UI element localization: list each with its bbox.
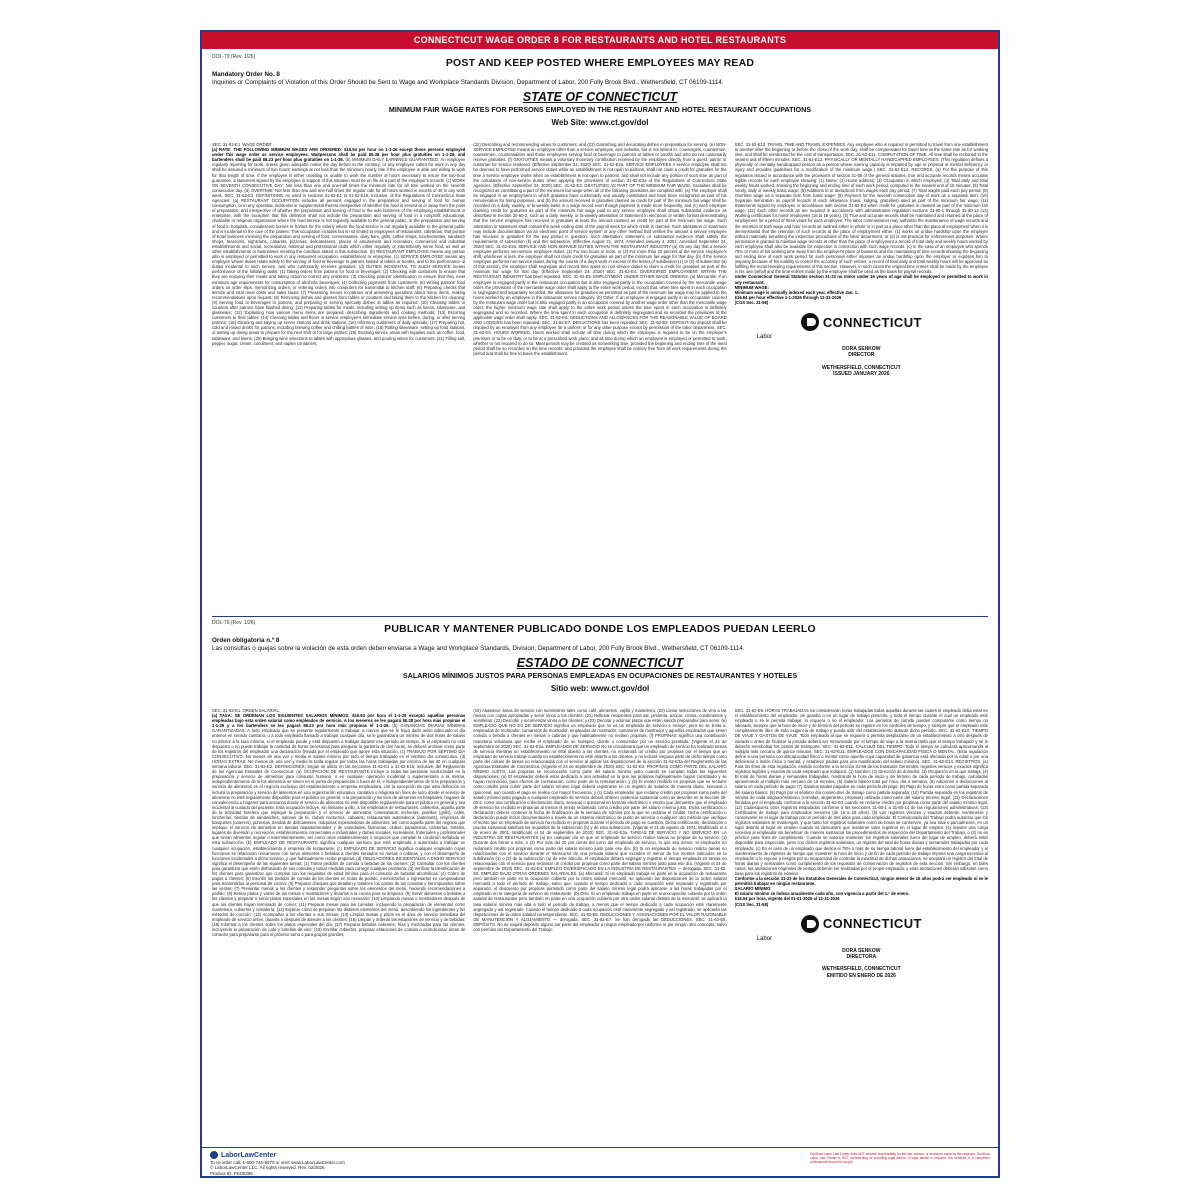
min-wage-rate: $16.94 per hour effective 1-1-2026 through 12-31-2026: [734, 294, 842, 300]
logo-sub: Labor: [756, 935, 773, 942]
age-note: Conforme a la sección 31-23 de los Estatutos Generales de Connecticut, ningún menor de 16 años podrá ser empleado ni se le permitirá trabajar en ningún restaurante.: [734, 876, 988, 887]
col2-text: (22) Describing and recommending wines to customers; and (23) Garnishing and decorating dishes in preparation for serving. (e) NON-SERVICE EMPLOYEE means an employee other than a service employee, and includes, but is not limited to, countergirls, countermen, countermen, counterwaiters and those employees serving food or beverage to patrons at tables or booths and who do not customarily receive gratuities. (f) GRATUITIES means a voluntary monetary contribution received by the employee directly from a guest, patron or customer for service rendered. (Effective September 24, 2020) SEC. 31-62-E2a. SERVICE EMPLOYEES A service employee shall not be deemed to have performed service duties while an establishment is not open to patrons, shall not claim a credit for gratuities for the time a service employee works when an establishment is not open to patrons, and shall not include any portion of such time as part of the calculation of non-service duties when applying the provisions of section 31-62-E3a of the Regulations of Connecticut State Agencies. (Effective September 24, 2020) SEC. 31-62-E3. GRATUITIES AS PART OF THE MINIMUM FAIR WAGE. Gratuities shall be recognized as constituting a part of the minimum fair wage when all of the following provisions are complied with: (a) The employer shall be engaged in an employment in which gratuities have customarily and usually constituted and have been recognized as part of his remuneration for hiring purposes, and (b) the amount received in gratuities claimed as credit for part of the minimum fair wage shall be recorded on a daily, weekly, or bi-weekly basis in a wage record even though payment is made more frequently, and (c) each employer claiming credit for gratuities as part of the minimum fair wage paid to any service employee shall obtain substantial evidence as described in Section 30-60-2, such as a daily, weekly, or bi-weekly attestation or statement in electronic or written format demonstrating that the service employee has received in gratuities at least the amount claimed as credit for part of the minimum fair wage. Such attestation or statement shall contain the week ending date of the payroll week for which credit is claimed. Such attestation or statement may include documentation via an electronic point of service system or any other method that verifies the amount a service employee has received in gratuities for the pay period in question. Such attestation, statement, or substantial evidence shall satisfy the requirements of subsection (b) and this subsection. (Effective August 21, 1974; Amended January 4, 2001; Amended September 24, 2020) SEC. 31-62-E3a. SERVICE AND NON-SERVICE DUTIES WITHIN THE RESTAURANT INDUSTRY (a) On any day that a service employee performs non-service employee duties: (1) For two hours or more, or (2) For more than 20 percent of the service employee's shift, whichever is less, the employer shall not claim credit for gratuities as part of the minimum fair wage for that day. (b) If the service employee performs non-service duties during the course of a day's work in excess of the lesser of subdivision (1) or (2) of subsection (a) of this section, the employer shall segregate and record time spent on non-service duties to claim a credit for gratuities as part of the minimum fair wage for that day. (Effective September 24, 2020) SEC. 31-62-E4. DIVERSIFIED EMPLOYMENT WITHIN THE RESTAURANT INDUSTRY has been repealed. SEC. 31-62-E5. EMPLOYMENT UNDER OTHER WAGE ORDERS. (a) Mercantile: If an employee is engaged partly in the restaurant occupation but is also engaged partly in the occupation covered by the mercantile wage order, the provisions of the mercantile wage order shall apply to the entire work period, except that, when time spent in each occupation is segregated and separately recorded, the allowance for gratuities as permitted as part of the minimum fair wage may be applied to the hours worked by an employee in the restaurant service category. (b) Other: If an employee is engaged partly in an occupation covered by the restaurant wage order but is also engaged partly in an occupation covered by another wage order other than the mercantile wage order, the higher minimum wage rate shall apply to the entire work period unless the time spent in each occupation is definitely segregated and so recorded. Where the time spent in each occupation is definitely segregated and so recorded the provisions of the applicable wage order shall apply. SEC. 31-62-E6. DEDUCTIONS AND ALLOWANCES FOR THE REASONABLE VALUE OF BOARD AND LODGING has been repealed. SEC. 31-62-E7. DEDUCTIONS has been repealed. SEC. 31-62-E8. DEPOSIT. No deposit shall be required by an employer from any employee for a uniform or for any other purpose except by permission of the labor department. SEC. 31-62-E9. HOURS WORKED. Hours worked shall include all time during which the employee is required to be on the employer's premises or to be on duty, or to be at a prescribed work place, and all time during which an employee is employed or permitted to work, whether or not required to do so. Meal periods may be credited as nonworking time, provided the beginning and ending time of the meal period shall be so recorded on the time records, and provided the employee shall be entirely free from all work requirements during the period and shall be free to leave the establishment.: [473, 142, 727, 356]
product-id: Product ID: FED0395: [210, 1170, 253, 1176]
min-wage-text: El salario mínimo se indexa anualmente cada año, con vigencia a partir del 1.º de enero.: [734, 891, 910, 897]
min-wage-rate: $16.94 por hora, vigente del 01-01-2026 al 12-31-2026: [734, 896, 840, 902]
poster-banner: CONNECTICUT WAGE ORDER 8 FOR RESTAURANTS AND HOTEL RESTAURANTS: [202, 32, 998, 49]
order-info: [212, 637, 988, 653]
llc-logo-icon: [210, 1151, 218, 1159]
col3-text: SEC. 31-62-E10. TRAVEL TIME AND TRAVEL EXPENSES. Any employee who is required or permitted to travel from one establishment to another after the beginning or before the close of the work day, shall be compensated for travel time at the same rate as for working time, and shall be reimbursed for the cost of transportation. SEC. 31-62-E11. COMPUTATION OF TIME. All time shall be reckoned to the nearest unit of fifteen minutes. SEC. 31-62-E12. PHYSICALLY OR MENTALLY HANDICAPPED EMPLOYEES. (This regulation defines a physically or mentally handicapped person as a person whose earning capacity is impaired by age or physical or mental deficiency or injury and provides guidelines for a modification of the minimum wage.) SEC. 31-62-E14. RECORDS. (a) For the purpose of this regulation issued in accordance with the provisions of section 31-66 of the general statutes, true and accurate records means accurate legible records for each employee showing: (1) Name; (2) Home address; (3) Occupation in which employed; (4) Total daily and total weekly hours worked, showing the beginning and ending time of each work period, computed to the nearest unit of 15 minutes; (5) Total hourly, daily or weekly basic wage; (6) Additions to or deductions from wages each pay period; (7) Total wages paid each pay period; (8) Overtime wage as a separate item from basic wage; (9) Payment for the seventh consecutive day of work as a separate item; (10) Separate itemization on payroll records of each allowance (meal, lodging, gratuities) used as part of the minimum fair wage; (11) Statements signed by employee in accordance with section 31-62-E3 when credit for gratuities is claimed as part of the minimum fair wage; (12) Such other records as are required in accordance with administrative regulation sections 31-60-1 through 31-60-14 (13) Working certificates for minor employees (16 to 18 years). (b) True and accurate records shall be maintained and retained at the place of employment for a period of three years for each employee. The labor commissioner may authorize the maintenance of wage records and the retention of both wage and hour records as outlined either in whole or in part at a place other than the place of employment when it is demonstrated that the retention of such records at the place of employment either: (1) works an undue hardship upon the employer without materially benefiting the inspection procedures of the labor department, or (2) is not practical for enforcement purposes. Where permission is granted to maintain wage records at other than the place of employment a record of total daily and weekly hours worked by each employee shall also be available for inspection in connection with such wage records. (c) In the case of an employee who spends 75% or more of his working time away from the employer's place of business and the maintaining of time records showing the beginning and ending time of each work period for such personnel either imposes an undue hardship upon the employer or exposes him to jeopardy because of his inability to control the accuracy of such entries, a record of total daily and total weekly hours will be approved as fulfilling the record-keeping requirements of this section. However, in such cases the original time entries shall be made by the employee in his own behalf and the time entries made by the employee shall be used as the basis for payroll records.: [734, 142, 988, 275]
state-title: ESTADO DE CONNECTICUT: [516, 656, 684, 670]
order-info: [212, 71, 988, 87]
logo-text: CONNECTICUT: [822, 314, 922, 330]
column-2: [473, 142, 726, 378]
col1-head: SEC. 31-62-E1. WAGE ORDER:: [212, 142, 273, 147]
footer: [202, 1147, 998, 1176]
copyright-text: © LaborLawCenter LLC. All rights reserved. Rev. 02/2026: [210, 1165, 325, 1171]
text-columns: [212, 142, 988, 378]
section-divider: [212, 616, 988, 617]
director-name: DORA SENKOW: [842, 346, 881, 352]
footer-left: [210, 1151, 345, 1176]
english-section: [212, 54, 988, 614]
age-note: Under Connecticut General Statutes section 31-23 no minor under 16 years of age shall be employed or permitted to work in any restaurant.: [734, 274, 988, 285]
col1-text: (b) GANANCIAS DIARIAS MÍNIMAS GARANTIZADAS: A todo empleado que se presente regularmente a trabajar, a menos que se le haya dado aviso adecuado el día anterior en sentido contrario, o a todo empleado llamado a trabajar cualquier día, se le garantizará un mínimo de dos horas de salario no inferior a la tasa mínima, si el empleado puede y está dispuesto a trabajar durante ese período de tiempo. Si el empleado no está dispuesto o no puede trabajar la cantidad de horas necesarias para asegurar la garantía de dos horas, se deberá archivar como parte de los registros del empleador una declaración firmada por el empleado que apoye esta situación. (c) TRABAJO POR SÉPTIMO DÍA CONSECUTIVO: No menos de una vez y media el salario mínimo por todo el tiempo trabajado en el séptimo día consecutivo. (d) HORAS EXTRAS: No menos de una vez y media la tarifa regular por todas las horas trabajadas por encima de las 40 en cualquier semana laboral. SEC. 31-62-E2. DEFINICIONES: Según se utiliza en las secciones 31-62-E1 a 31-62-E15, inclusive, del Reglamento de las Agencias Estatales de Connecticut: (a) OCUPACIÓN DE RESTAURANTE incluye a todas las personas involucradas en la preparación y servicio de alimentos para consumo humano, o en cualquier operación incidental o suplementaria a la misma, independientemente de si los alimentos se sirven en el punto de preparación o fuera de él, e independientemente de si la preparación y servicio de alimentos es el negocio exclusivo del establecimiento o empresa empleadora, con la excepción de que esta definición no incluirá la preparación y servicio de alimentos en una organización educativa, caritativa o religiosa sin fines de lucro donde el servicio de alimentos no esté regularmente disponible para el público en general, o la preparación y servicio de alimentos en hospitales, hogares de convalecencia u hogares para ancianos donde el servicio de alimentos no esté disponible regularmente para el público en general y sea incidental al cuidado del paciente. Esta ocupación incluye, sin limitarse a ello, a los empleados de restaurantes, cafeterías, aquella parte de la actividad hotelera que implique la preparación y el servicio de alimentos, comisariatos, lecherías, parrillas (grills), cafés, loncherías, tiendas de sándwiches, salones de té, clubes nocturnos, cabarets, restaurantes automáticos (automats), empresas de banquetes (caterers), pizzerías, tiendas de delicatessen, máquinas expendedoras de alimentos, así como aquella parte del negocio que implique el servicio de alimentos en tiendas departamentales y de variedades, farmacias, clubes, panaderías, cafeterías, hoteles, lugares de diversión y recreación, establecimientos comerciales e industriales y clubes sociales, recreativos, fraternales y profesionales que sirvan alimentos regular o intermitentemente, así como otros establecimientos o negocios que cumplan la condición señalada en esta subsección. (b) EMPLEADO DE RESTAURANTE significa cualquier persona que esté empleada o autorizada a trabajar en cualquier ocupación, establecimiento o empresa de restaurante. (c) EMPLEADO DE SERVICIO significa cualquier empleado cuyas funciones se relacionan únicamente con servir alimentos o bebidas a clientes sentados en mesas o cabinas, y con el desempeño de funciones incidentales a dicho servicio, y que habitualmente recibe propinas. (d) OBLIGACIONES INCIDENTALES A DICHO SERVICIO significa el desempeño de las siguientes tareas: (1) Tomar pedidos de comida o bebidas de los clientes; (2) Consultar con los clientes para garantizar que estén disfrutando de sus comidas y tomar medidas para corregir cualquier problema; (3) Verificar la identificación de los clientes para garantizar que cumplan con los requisitos de edad mínima para el consumo de bebidas alcohólicas; (4) Cobro de pagos a clientes; (5) Escribir los pedidos de comida de los clientes en notas de pedido, memorizarlos o ingresarlos en computadoras para transmitirlos al personal de cocina; (6) Preparar cheques que detallen y totalicen los costos de las comidas y los impuestos sobre las ventas; (7) Presentar menús a los clientes y responder preguntas sobre los elementos del menú, haciendo recomendaciones a pedido; (8) Retirar platos y vasos de las mesas o mostradores y llevarlos a la cocina para su limpieza; (9) Servir alimentos o bebidas a los clientes y preparar o servir platos especiales en las mesas según sea necesario; (10) Limpiando mesas o mostradores después de que los clientes hayan terminado de comer; (11) Preparar mesas para las comidas, incluyendo la preparación de elementos como mantelería, cubiertos y cristalería; (12) Explicar cómo se preparan los distintos elementos del menú, describiendo los ingredientes y los métodos de cocción; (13) Acompañar a los clientes a sus mesas; (14) Limpiar mesas y pisos en el área de servicio inmediata del empleado de servicio antes, durante o después de atender a los clientes; (15) Limpiar y ordenar las estaciones de servicio y de bebidas; (16) Informar a los clientes sobre los platos especiales del día; (17) Preparar bebidas calientes, frías y mezcladas para los clientes, incluyendo la preparación de café y botellas de vino; (18) Enrollar cubiertos, preparar estaciones de comida o acondicionar áreas de comedor para prepararse para el próximo turno o para grupos grandes;: [212, 723, 466, 938]
dol-code: DOL-79 (Rev. 1/26): [212, 54, 256, 60]
min-wage-text: Minimum wage is annually indexed each year, effective Jan. 1.: [734, 289, 859, 295]
disclaimer: GovDocs Labor Law Center does NOT assume responsibility for the use, actions, or decisions made by the employer. GovDocs Labor Law Center is NOT representing or providing legal advice. If legal advice is required, the services of a competent professional should be sought.: [810, 1152, 990, 1164]
reorder-text: To re-order call: 1-800-745-9970 or visit: www.LaborLawCenter.com: [210, 1160, 345, 1165]
column-3: [735, 142, 988, 378]
order-label: Mandatory Order No. 8: [212, 71, 280, 78]
issued-date: ISSUED JANUARY 2026: [833, 371, 890, 378]
text-columns: [212, 708, 988, 979]
director-block: [735, 346, 988, 359]
state-title: STATE OF CONNECTICUT: [522, 90, 678, 104]
director-title: DIRECTORA: [846, 954, 877, 961]
min-wage-label: MINIMUM WAGE:: [734, 284, 769, 290]
website: Sitio web: www.ct.gov/dol: [550, 684, 650, 693]
col3-text: SEC. 31-62-E9. HORAS TRABAJADAS Se considerarán horas trabajadas todas aquellas durante las cuales el empleado deba estar en el establecimiento del empleador, de guardia o en un lugar de trabajo prescrito, y todo el tiempo durante el cual un empleado esté empleado o se le permita trabajar, lo requiera o no el empleador. Los períodos de comida pueden computarse como tiempo no laborado, siempre que la hora de inicio y de término del período se registre en los controles de tiempo, y siempre que el empleado esté completamente libre de toda exigencia de trabajo y pueda salir del establecimiento durante dicho período. SEC. 31-62-E10. TIEMPO DE VIAJE Y GASTOS DE VIAJE. Todo empleado al que se requiera o permita desplazarse de un establecimiento a otro después de iniciada o antes de finalizar la jornada deberá ser remunerado por el tiempo de viaje a la misma tarifa que el tiempo trabajado y se le deberán reembolsar los costos de transporte. SEC. 31-62-E11. CÁLCULO DEL TIEMPO. Todo el tiempo se calculará aproximando al múltiplo más cercano de quince minutos. SEC. 31-62-E12. EMPLEADOS CON DISCAPACIDAD FÍSICA O MENTAL. (Esta regulación define a una persona con discapacidad física o mental como aquella cuya capacidad de ganancia está afectada por la edad o por una deficiencia o lesión física o mental, y establece pautas para una modificación del salario mínimo). SEC. 31-62-E14. REGISTROS. (a) Para los fines de esta regulación, emitida conforme a la sección 31-66 de los Estatutos Generales, registros veraces y exactos significa registros legibles y exactos de cada empleado que indiquen: (1) Nombre; (2) Dirección de domicilio; (3) Ocupación en la que trabaja; (4) El total de horas diarias y semanales trabajadas, mostrando la hora de inicio y de término de cada período de trabajo, calculadas aproximando al múltiplo más cercano de 15 minutos; (5) Salario básico total por hora, día o semana; (6) Adiciones o deducciones al salario en cada período de pago; (7) Salarios totales pagados en cada período de pago; (8) Pago de horas extra como partida separada del salario básico; (9) Pago por el séptimo día consecutivo de trabajo como partida separada; (10) Partida separada en los registros de nómina de cada asignación/abono (comidas, alojamiento, propinas) utilizada como parte del salario mínimo legal; (11) Declaraciones firmadas por el empleado conforme a la sección 31-62-E3 cuando se reclame crédito por propinas como parte del salario mínimo legal; (12) Cualesquiera otros registros estipulados conforme a las secciones 31-60-1 a 31-60-14 de las regulaciones administrativas; (13) Certificados de trabajo para empleados menores (de 16 a 18 años). (b) Los registros veraces y exactos deberán mantenerse y conservarse en el lugar de trabajo por un período de tres años para cada empleado. El Comisionado del Trabajo podrá autorizar que los registros salariales se mantengan, y que tanto los registros salariales como de horas se conserven, ya sea total o parcialmente, en un lugar distinto al lugar de empleo cuando se demuestre que mantener tales registros en el lugar de empleo: (1) impone una carga excesiva al empleador sin beneficiar de manera sustancial los procedimientos de inspección del Departamento del Trabajo, o (2) no es práctico para fines de cumplimiento. Cuando se autorice mantener los registros salariales fuera del lugar de empleo, deberá estar disponible para inspección, junto con dichos registros salariales, un registro del total de horas diarias y semanales trabajadas por cada empleado. (c) En el caso de un empleado que dedica el 75% o más de su tiempo laboral fuera del establecimiento del empleador y el mantenimiento de registros de tiempo que muestren la hora de inicio y de fin de cada período de trabajo impone una carga excesiva al empleador o lo expone a riesgos por su incapacidad de controlar la exactitud de dichas anotaciones, se aceptará un registro del total de horas diarias y semanales como cumplimiento de los requisitos de conservación de registros de esta sección. Sin embargo, en tales casos, las anotaciones originales de tiempo deberán ser realizadas por el propio empleado, y esas anotaciones deberán utilizarse como base para los registros de nómina.: [734, 708, 988, 876]
issued-block: [735, 365, 988, 378]
col2-text: (19) Abastecer áreas de servicio con suministros tales como café, alimentos, vajilla y mantelería; (20) Llevar selecciones de vino a las mesas con copas apropiadas y servir vinos a los clientes; (21) Rellenar recipientes para sal, pimienta, azúcar, crema, condimentos y servilletas; (22) Describir y recomendar vinos a los clientes; y (23) Decorar y adornar platos que estén siendo preparados para servir. (e) EMPLEADO QUE NO ES DE SERVICIO significa un empleado que no es un empleado de servicio e incluye, pero no se limita a, empleadas de mostrador, camareros de mostrador, empleados de mostrador, camareros de mostrador y aquellos empleados que sirven comida o bebida a clientes en mesas o cabinas y que habitualmente no reciben propinas. (f) PROPINAS significa una contribución monetaria voluntaria que recibe el empleado de un huésped, cliente o consumidor por un servicio prestado. (Vigente el 24 de septiembre de 2020) SEC. 31-62-E2a. EMPLEADOS DE SERVICIO No se considerará que un empleado de servicio ha realizado tareas de servicio mientras un establecimiento no esté abierto a los clientes, no reclamará un crédito por propinas por el tiempo que un empleado de servicio trabaje cuando un establecimiento no esté abierto a los clientes, y no incluirá ninguna parte de dicho tiempo como parte del cálculo de tareas no relacionadas con el servicio al aplicar las disposiciones de la sección 31-62-E3a del Reglamento de las Agencias Estatales de Connecticut. (Vigente el 24 de septiembre de 2020) SEC. 31-62-E3. PROPINAS COMO PARTE DEL SALARIO MÍNIMO JUSTO. Las propinas se reconocerán como parte del salario mínimo justo cuando se cumplan todas las siguientes disposiciones: (a) El empleador deberá estar dedicado a una actividad en la que las propinas habitualmente hayan constituido y se hayan reconocido, para efectos de contratación, como parte de la remuneración; y (b) El monto recibido en propinas que se reclame como crédito para cubrir parte del salario mínimo legal deberá registrarse en un registro de salarios de manera diaria, semanal o quincenal, aun cuando el pago se realice con mayor frecuencia; y (c) Cada empleador que reclame crédito por propinas como parte del salario mínimo justo pagado a cualquier empleado de servicio deberá obtener evidencia sustancial como se describe en la Sección 30-60-2, como una certificación o declaración diaria, semanal o quincenal en formato electrónico o escrito que demuestre que el empleado de servicio ha recibido en propinas al menos el monto reclamado como crédito por parte del salario mínimo justo. Dicha certificación o declaración deberá contener la fecha de finalización de la semana de nómina por la que se reclama el crédito. Dicha certificación o declaración puede incluir documentación a través de un sistema electrónico de punto de servicio o cualquier otro método que verifique el monto que un empleado de servicio ha recibido en propinas durante el período de pago en cuestión. Dicha certificación, declaración o prueba sustancial satisfará los requisitos de la subsección (b) y de esta subsección. (Vigente el 21 de agosto de 1974; Modificado el 4 de enero de 2001; Modificado el 24 de septiembre de 2020) SEC. 31-62-E3a. TAREAS DE SERVICIO Y NO SERVICIO EN LA INDUSTRIA DE RESTAURANTES (a) En cualquier día en que un empleado de servicio realice tareas no propias de su servicio: (1) Durante dos horas o más, o (2) Por más del 20 por ciento del turno del empleado de servicio, lo que sea menor, el empleador no reclamará crédito por propinas como parte del salario mínimo justo para ese día. (b) Si un empleado de servicio realiza tareas no relacionadas con el servicio durante el transcurso de una jornada laboral que exceden el menor de los montos indicados en la subdivisión (1) o (2) de la subsección (a) de este artículo, el empleador deberá segregar y registrar el tiempo empleado en tareas no relacionadas con el servicio para reclamar un crédito por propinas como parte del salario mínimo justo para ese día. (Vigente el 24 de septiembre de 2020) SEC. 31-62-E4. EMPLEO DIVERSIFICADO EN LA INDUSTRIA DE RESTAURANTES — derogada. SEC. 31-62-E5. EMPLEO BAJO OTRAS ÓRDENES SALARIALES. (a) Mercantil: Si un empleado trabaja en parte en la ocupación de restaurante pero también en parte en la ocupación cubierta por la orden salarial mercantil, se aplicarán las disposiciones de la orden salarial mercantil a todo el período de trabajo, salvo que, cuando el tiempo dedicado a cada ocupación esté separado y registrado por separado, el descuento por propinas permitido como parte del salario mínimo legal podrá aplicarse a las horas trabajadas por el empleado en la categoría de servicio de restaurante. (b) Otro: Si un empleado trabaja en parte en una ocupación cubierta por la orden salarial de restaurantes pero también en parte en una ocupación cubierta por otra orden salarial distinta de la mercantil, se aplicará la tasa salarial mínima más alta a todo el período de trabajo, a menos que el tiempo dedicado a cada ocupación esté claramente segregado y así registrado. Cuando el tiempo dedicado a cada ocupación esté claramente segregado y así registrado, se aplicarán las disposiciones de la orden salarial correspondiente. SEC. 31-62-E6. DEDUCCIONES Y ASIGNACIONES POR EL VALOR RAZONABLE DE MANUTENCIÓN Y ALOJAMIENTO — derogada. SEC. 31-62-E7. Se han derogado las DEDUCCIONES. SEC. 31-62-E8. DEPÓSITO. No se exigirá depósito alguno por parte del empleador a ningún empleado por uniforme ni por ningún otro concepto, salvo con permiso del Departamento del Trabajo: [473, 708, 727, 933]
order-text: Las consultas o quejas sobre la violación de esta orden deben enviarse a Wage and Workplace Standards, Division, Department of Labor, 200 Folly Brook Blvd., Wethersfield, CT 06109-1114.: [212, 645, 745, 652]
order-text: Inquiries or Complaints of Violation of this Order Should be Sent to Wage and Workplace Standards Division, Department of Labor, 200 Folly Brook Blvd., Wethersfield, CT 06109-1114.: [212, 79, 724, 86]
issued-place: WETHERSFIELD, CONNECTICUT: [822, 966, 901, 973]
order-label: Orden obligatoria n.º 8: [212, 637, 280, 644]
subtitle: SALARIOS MÍNIMOS JUSTOS PARA PERSONAS EMPLEADAS EN OCUPACIONES DE RESTAURANTES Y HOTELES: [402, 671, 798, 680]
col1-bold: (a) TASA: SE ORDENAN LOS SIGUIENTES SALARIOS MÍNIMOS: $16.94 por hora el 1-1-26 excepto aquellas personas empleadas bajo esta orden salarial como empleados de servicio. A los meseros se les pagará $6.38 por hora más propinas el 1-1-26 y a los bartenders se les pagará $8.23 por hora más propinas el 1-1-26.: [212, 713, 466, 729]
dol-code: DOL-79 (Rev. 1/26): [212, 620, 256, 626]
ct-logo-icon: [801, 313, 819, 331]
cgs: (CGS Sec. 31-58): [734, 299, 769, 305]
issued-block: [735, 966, 988, 979]
laborlawcenter-logo: [210, 1151, 345, 1159]
col1-bold: (a) RATE: THE FOLLOWING MINIMUM WAGES ARE ORDERED: $16.94 per hour on 1-1-26 except those persons employed under this wage order as service employees. Waitpersons shall be paid $6.38 per hour plus gratuities on 1-1-26, and bartenders shall be paid $8.23 per hour plus gratuities on 1-1-26.: [212, 147, 466, 163]
column-3: [735, 708, 988, 979]
column-1: [212, 142, 465, 378]
poster: [200, 30, 1000, 1178]
footer-info: [210, 1160, 345, 1176]
ct-labor-logo: [735, 915, 988, 980]
issued-date: EMITIDO EN ENERO DE 2026: [826, 972, 896, 979]
logo-text: CONNECTICUT: [822, 916, 922, 932]
col1-head: SEC. 31-62-E1. ORDEN SALARIAL:: [212, 708, 280, 713]
post-title: POST AND KEEP POSTED WHERE EMPLOYEES MAY READ: [445, 57, 755, 69]
spanish-section: [212, 620, 988, 1120]
director-block: [735, 948, 988, 961]
cgs: (CGS Sec. 31-58): [734, 901, 769, 907]
post-title: PUBLICAR Y MANTENER PUBLICADO DONDE LOS EMPLEADOS PUEDAN LEERLO: [384, 623, 816, 635]
column-1: [212, 708, 465, 979]
ct-labor-logo: [735, 313, 988, 378]
llc-name: LaborLawCenter: [221, 1151, 277, 1159]
website: Web Site: www.ct.gov/dol: [551, 118, 649, 127]
subtitle: MINIMUM FAIR WAGE RATES FOR PERSONS EMPLOYED IN THE RESTAURANT AND HOTEL RESTAURANT OCCUPATIONS: [388, 105, 812, 114]
ct-logo-icon: [801, 915, 819, 933]
min-wage-label: SALARIO MÍNIMO:: [734, 886, 772, 892]
director-title: DIRECTOR: [848, 352, 875, 359]
logo-sub: Labor: [756, 334, 773, 340]
director-name: DORA SENKOW: [842, 947, 881, 954]
col1-text: (b) MINIMUM DAILY EARNINGS GUARANTEED: An employee regularly reporting for work, unless given adequate notice the day before to the contrary, or any employee called for work in any day shall be assured a minimum of two hours' earnings at not less than the minimum hourly rate if the employee is able and willing to work for that length of time. If the employee is either unwilling or unable to work the number of hours necessary to insure the two-hour guarantee, a statement signed by the employee in support of this situation must be on file as a part of the employer's records. (c) WORK ON SEVENTH CONSECUTIVE DAY: Not less than one and one-half times the minimum rate for all time worked on the seventh consecutive day. (d) OVERTIME: Not less than one and one-half times the regular rate for all hours worked in excess of 40 in any work week. SEC. 31-62-E2. DEFINITIONS: As used in sections 31-62-E1 to 31-62-E15, inclusive, of the Regulations of Connecticut State Agencies: (a) RESTAURANT OCCUPATION includes all persons engaged in the preparation and serving of food for human consumption, or in any operation incidental or supplemental thereto irrespective of whether the food is served at or away from the point of preparation, and irrespective of whether the preparation and serving of food is the sole business of the employing establishment or enterprise, with the exception that this definition shall not include the preparation and serving of food in a nonprofit educational, charitable or religious organization where the food service is not regularly available to the general public, or the preparation and serving of food in hospitals, convalescent homes or homes for the elderly where the food service is not regularly available to the general public and is incidental to the care of the patient. This occupation includes but is not limited to employees of restaurants, cafeterias, that portion of hotel business involving the preparation and serving of food, commissaries, dairy bars, grills, coffee shops, luncheonettes, sandwich shops, tearooms, nightclubs, cabarets, pizzerias, delicatessens, places of amusement and recreation, commercial and industrial establishments and social, recreational, fraternal and professional clubs which either regularly or intermittently serve food, as well as other establishments or businesses meeting the condition stated in this subsection. (b) RESTAURANT EMPLOYEE means any person who is employed or permitted to work in any restaurant occupation, establishment or enterprise. (c) SERVICE EMPLOYEE means any employee whose duties relate solely to the serving of food or beverage to patrons seated at tables or booths, and to the performance of duties incidental to such service, and who customarily receives gratuities. (d) DUTIES INCIDENTAL TO SUCH SERVICE means performance of the following tasks: (1) Taking orders from patrons for food or beverages; (2) Checking with customers to ensure that they are enjoying their meals and taking action to correct any problems; (3) Checking patrons' identification to ensure that they meet minimum age requirements for consumption of alcoholic beverages; (4) Collecting payments from customers; (5) Writing patrons' food orders on order slips, memorizing orders, or entering orders into computers for transmittal to kitchen staff; (6) Preparing checks that itemize and total meal costs and sales taxes; (7) Presenting menus to patrons and answering questions about menu items, making recommendations upon request; (8) Removing dishes and glasses from tables or counters and taking them to the kitchen for cleaning; (9) Serving food or beverages to patrons, and preparing or serving specialty dishes at tables as required; (10) Cleaning tables or counters after patrons have finished dining; (11) Preparing tables for meals, including setting up items such as linens, silverware, and glassware; (12) Explaining how various menu items are prepared, describing ingredients and cooking methods; (13) Escorting customers to their tables; (14) Cleaning tables and floors in service employee's immediate service area before, during, or after serving patrons; (15) Cleaning and tidying up server stations and drink stations; (16) Informing customers of daily specials; (17) Preparing hot, cold and mixed drinks for patrons, including brewing coffee and chilling bottles of wine; (18) Rolling silverware, setting up food stations, or setting up dining areas to prepare for the next shift or for large parties; (19) Stocking service areas with supplies such as coffee, food, tableware, and linens; (20) Bringing wine selections to tables with appropriate glasses, and pouring wines for customers; (21) Filling salt, pepper, sugar, cream, condiment, and napkin containers;: [212, 157, 466, 346]
issued-place: WETHERSFIELD, CONNECTICUT: [822, 364, 901, 371]
column-2: [473, 708, 726, 979]
